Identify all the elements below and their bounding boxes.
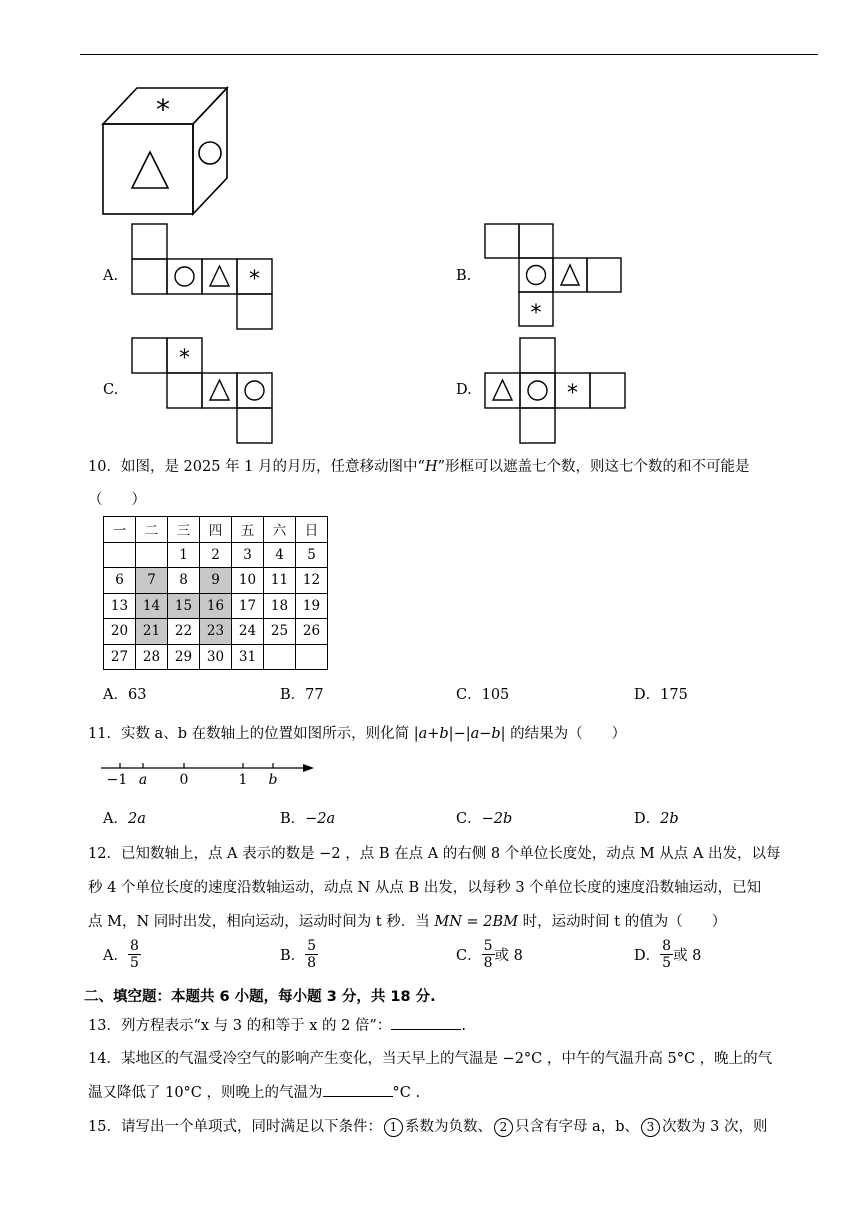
calendar-cell: 3 xyxy=(232,542,264,568)
q12-option-c: C． $\frac{5}{8}$ 或 8 xyxy=(456,938,523,972)
q10-text: 10．如图，是 2025 年 1 月的月历，任意移动图中“H”形框可以遮盖七个数，则这七个数的和不可能是 xyxy=(88,459,750,475)
q12-option-d: D． $\frac{8}{5}$ 或 8 xyxy=(634,938,702,972)
calendar-cell xyxy=(296,644,328,670)
circle-icon xyxy=(199,142,221,164)
q11-option-b: B．−2a xyxy=(280,811,336,827)
answer-blank xyxy=(391,1029,461,1030)
calendar-cell: 31 xyxy=(232,644,264,670)
net-d xyxy=(483,336,628,444)
option-d-label: D. xyxy=(456,382,472,398)
calendar-cell: 16 xyxy=(200,593,232,619)
calendar-cell: 13 xyxy=(104,593,136,619)
q10-option-b: B．77 xyxy=(280,687,324,703)
calendar-cell: 日 xyxy=(296,517,328,543)
calendar-cell: 25 xyxy=(264,619,296,645)
calendar-cell xyxy=(136,542,168,568)
q11-option-c: C．−2b xyxy=(456,811,513,827)
calendar-cell: 五 xyxy=(232,517,264,543)
svg-text:*: * xyxy=(179,346,190,371)
calendar-cell: 22 xyxy=(168,619,200,645)
q11-option-a: A．2a xyxy=(103,811,146,827)
q14-line2: 温又降低了 10°C ，则晚上的气温为 °C . xyxy=(88,1085,421,1101)
q10-option-c: C．105 xyxy=(456,687,510,703)
svg-text:*: * xyxy=(249,267,260,292)
q11-text: 11．实数 a、b 在数轴上的位置如图所示，则化简 |a+b|−|a−b| 的结果为（ ） xyxy=(88,726,627,742)
calendar-cell: 12 xyxy=(296,568,328,594)
calendar-table xyxy=(103,516,328,670)
calendar-cell: 30 xyxy=(200,644,232,670)
triangle-icon xyxy=(132,152,168,188)
asterisk-icon: * xyxy=(156,93,170,126)
calendar-cell: 11 xyxy=(264,568,296,594)
calendar-cell: 18 xyxy=(264,593,296,619)
calendar-row xyxy=(104,644,328,670)
calendar-cell: 27 xyxy=(104,644,136,670)
q13-text: 13．列方程表示“x 与 3 的和等于 x 的 2 倍”： . xyxy=(88,1018,466,1034)
calendar-cell: 2 xyxy=(200,542,232,568)
calendar-cell: 24 xyxy=(232,619,264,645)
calendar-cell: 9 xyxy=(200,568,232,594)
svg-text:−1: −1 xyxy=(106,772,128,788)
calendar-row xyxy=(104,542,328,568)
calendar-cell: 4 xyxy=(264,542,296,568)
calendar-row xyxy=(104,619,328,645)
svg-text:0: 0 xyxy=(179,772,189,788)
calendar-row xyxy=(104,568,328,594)
q12-option-b: B． $\frac{5}{8}$ xyxy=(280,938,317,972)
net-c xyxy=(130,336,275,444)
calendar-cell: 5 xyxy=(296,542,328,568)
calendar-cell: 17 xyxy=(232,593,264,619)
answer-blank xyxy=(323,1096,393,1097)
calendar-cell: 六 xyxy=(264,517,296,543)
number-line xyxy=(98,758,323,788)
calendar-cell xyxy=(264,644,296,670)
calendar-cell: 二 xyxy=(136,517,168,543)
svg-text:1: 1 xyxy=(238,772,248,788)
svg-text:b: b xyxy=(268,772,278,788)
calendar-cell: 28 xyxy=(136,644,168,670)
q12-line3: 点 M，N 同时出发，相向运动，运动时间为 t 秒．当 MN = 2BM 时，运动时间 t 的值为（ ） xyxy=(88,914,727,930)
q12-line2: 秒 4 个单位长度的速度沿数轴运动，动点 N 从点 B 出发，以每秒 3 个单位长度的速度沿数轴运动，已知 xyxy=(88,880,762,896)
q11-expression: |a+b|−|a−b| xyxy=(413,726,506,742)
calendar-cell: 四 xyxy=(200,517,232,543)
header-rule xyxy=(80,54,818,55)
net-a xyxy=(130,222,275,330)
calendar-cell: 23 xyxy=(200,619,232,645)
calendar-cell: 15 xyxy=(168,593,200,619)
net-b xyxy=(483,222,623,330)
svg-text:*: * xyxy=(530,301,542,326)
calendar-cell: 10 xyxy=(232,568,264,594)
calendar-cell: 1 xyxy=(168,542,200,568)
option-a-label: A. xyxy=(103,268,119,284)
calendar-cell: 三 xyxy=(168,517,200,543)
q14-line1: 14．某地区的气温受冷空气的影响产生变化，当天早上的气温是 −2°C ，中午的气温升高 5°C ，晚上的气 xyxy=(88,1051,773,1067)
option-c-label: C. xyxy=(103,382,119,398)
calendar-cell: 6 xyxy=(104,568,136,594)
calendar-header xyxy=(104,517,328,543)
calendar-cell: 26 xyxy=(296,619,328,645)
q10-paren: （ ） xyxy=(88,492,146,508)
q10-option-a: A．63 xyxy=(103,687,147,703)
calendar-cell: 29 xyxy=(168,644,200,670)
cube-figure xyxy=(95,82,235,218)
svg-text:a: a xyxy=(138,772,148,788)
q12-option-a: A． $\frac{8}{5}$ xyxy=(103,938,139,972)
q15-text: 15．请写出一个单项式，同时满足以下条件： 1 系数为负数、 2 只含有字母 a，b、 3 次数为 3 次，则 xyxy=(88,1119,768,1135)
calendar-cell: 14 xyxy=(136,593,168,619)
calendar-cell: 8 xyxy=(168,568,200,594)
calendar-cell: 20 xyxy=(104,619,136,645)
calendar-cell: 21 xyxy=(136,619,168,645)
q11-option-d: D．2b xyxy=(634,811,679,827)
calendar-cell: 19 xyxy=(296,593,328,619)
section-title: 二、填空题：本题共 6 小题，每小题 3 分，共 18 分. xyxy=(84,989,436,1005)
svg-text:*: * xyxy=(567,381,578,406)
q10-option-d: D．175 xyxy=(634,687,688,703)
calendar-cell: 7 xyxy=(136,568,168,594)
q12-line1: 12．已知数轴上，点 A 表示的数是 −2 ，点 B 在点 A 的右侧 8 个单位长度处，动点 M 从点 A 出发，以每 xyxy=(88,846,781,862)
calendar-cell xyxy=(104,542,136,568)
option-b-label: B. xyxy=(456,268,472,284)
calendar-cell: 一 xyxy=(104,517,136,543)
calendar-row xyxy=(104,593,328,619)
